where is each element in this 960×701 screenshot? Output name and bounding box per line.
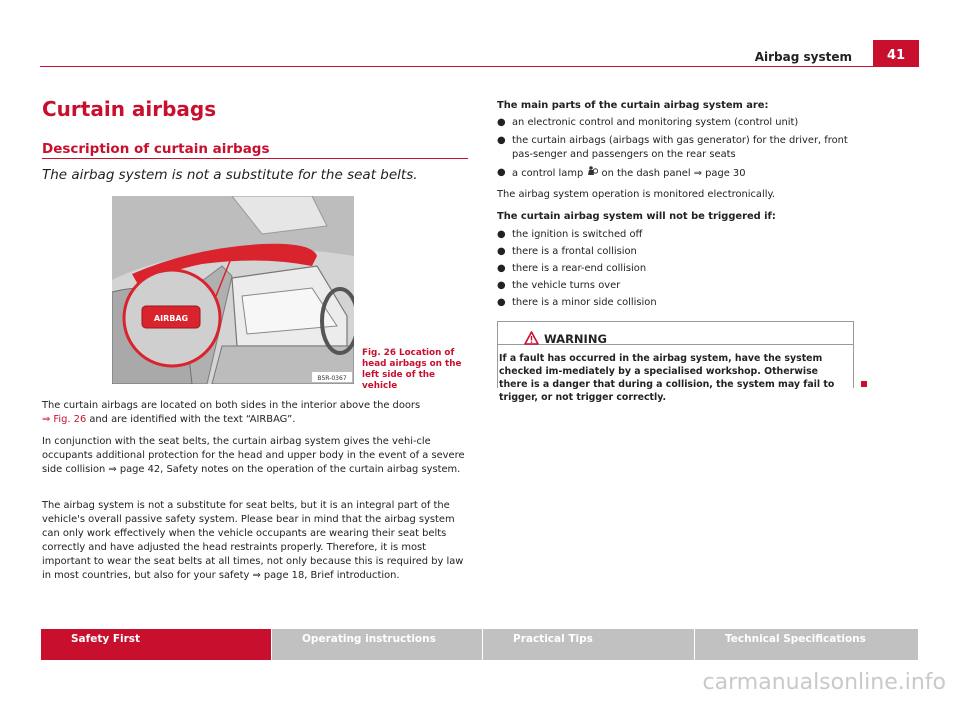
control-lamp-suffix: on the dash panel ⇒ page 30 — [598, 168, 746, 179]
figure-reference-link[interactable]: ⇒ Fig. 26 — [42, 414, 87, 425]
bullet: ● — [497, 263, 506, 274]
list-item-text: the ignition is switched off — [512, 229, 643, 240]
figure-caption: Fig. 26 Location of head airbags on the left side of the vehicle — [362, 348, 462, 391]
monitor-text: The airbag system operation is monitored electronically. — [497, 189, 776, 200]
list-item — [497, 166, 897, 181]
section-title: Curtain airbags — [42, 97, 217, 121]
bullet: ● — [497, 135, 506, 146]
paragraph-passive-safety: The airbag system is not a substitute for seat belts, but it is an integral part of the vehicle's overall passive safety system. Please bear in mind that the airbag system can only work effectively when the vehicle occupants are wearing their seat belts correctly and have adjusted the head restraints properly. Therefore, it is most important to wear the seat belts at all times, not only because this is required by law in most countries, but also for your safety ⇒ page 18, Brief introduction. — [42, 500, 464, 581]
list-item — [497, 262, 897, 276]
bullet: ● — [497, 297, 506, 308]
list-item — [497, 245, 897, 259]
main-parts-heading: The main parts of the curtain airbag system are: — [497, 100, 769, 111]
list-item-text: the vehicle turns over — [512, 280, 621, 291]
tab-operating-instructions[interactable]: Operating instructions — [272, 629, 482, 660]
section-end-marker — [861, 381, 867, 387]
list-item — [497, 228, 897, 242]
list-item — [497, 279, 897, 293]
warning-text: If a fault has occurred in the airbag system, have the system checked im-mediately by a specialised workshop. Otherwise there is a danger that during a collision, the system may fail to trigger, or not trigger correctly. — [499, 353, 835, 403]
not-triggered-heading: The curtain airbag system will not be triggered if: — [497, 211, 776, 222]
list-item — [497, 296, 897, 310]
warning-triangle-icon — [524, 331, 539, 345]
list-item-text: there is a minor side collision — [512, 297, 657, 308]
header-rule — [40, 66, 873, 67]
paragraph-location-b: and are identified with the text “AIRBAG”. — [86, 414, 296, 425]
bullet: ● — [497, 280, 506, 291]
list-item-text: a control lamp — [512, 168, 584, 179]
watermark: carmanualsonline.info — [702, 670, 946, 695]
list-item-text: there is a rear-end collision — [512, 263, 647, 274]
warning-title: WARNING — [544, 332, 607, 346]
list-item-text: there is a frontal collision — [512, 246, 637, 257]
list-item — [497, 116, 897, 130]
paragraph-location-a: The curtain airbags are located on both sides in the interior above the doors — [42, 400, 421, 411]
paragraph-location — [42, 399, 469, 427]
tab-practical-tips[interactable]: Practical Tips — [483, 629, 694, 660]
list-item — [497, 134, 867, 162]
list-item-text: an electronic control and monitoring system (control unit) — [512, 117, 799, 128]
figure-26-image — [112, 196, 354, 384]
section-subtitle: Description of curtain airbags — [42, 141, 270, 157]
list-item-text: the curtain airbags (airbags with gas generator) for the driver, front pas-senger and passengers on the rear seats — [512, 135, 848, 160]
airbag-warning-lamp-icon — [586, 166, 598, 177]
page-number-badge: 41 — [873, 40, 919, 67]
figure-code: B5R-0367 — [317, 375, 347, 382]
bullet: ● — [497, 167, 506, 178]
tab-technical-specifications[interactable]: Technical Specifications — [695, 629, 918, 660]
car-interior-illustration — [112, 196, 354, 384]
running-header-title: Airbag system — [754, 50, 852, 64]
tab-safety-first[interactable]: Safety First — [41, 629, 271, 660]
airbag-badge-text: AIRBAG — [153, 314, 189, 323]
bullet: ● — [497, 229, 506, 240]
bullet: ● — [497, 117, 506, 128]
subtitle-rule — [42, 158, 468, 159]
bullet: ● — [497, 246, 506, 257]
paragraph-protection: In conjunction with the seat belts, the curtain airbag system gives the vehi-cle occupants additional protection for the head and upper body in the event of a severe side collision ⇒ page 42, Safety notes on the operation of the curtain airbag system. — [42, 436, 465, 475]
intro-statement: The airbag system is not a substitute for the seat belts. — [42, 167, 418, 183]
